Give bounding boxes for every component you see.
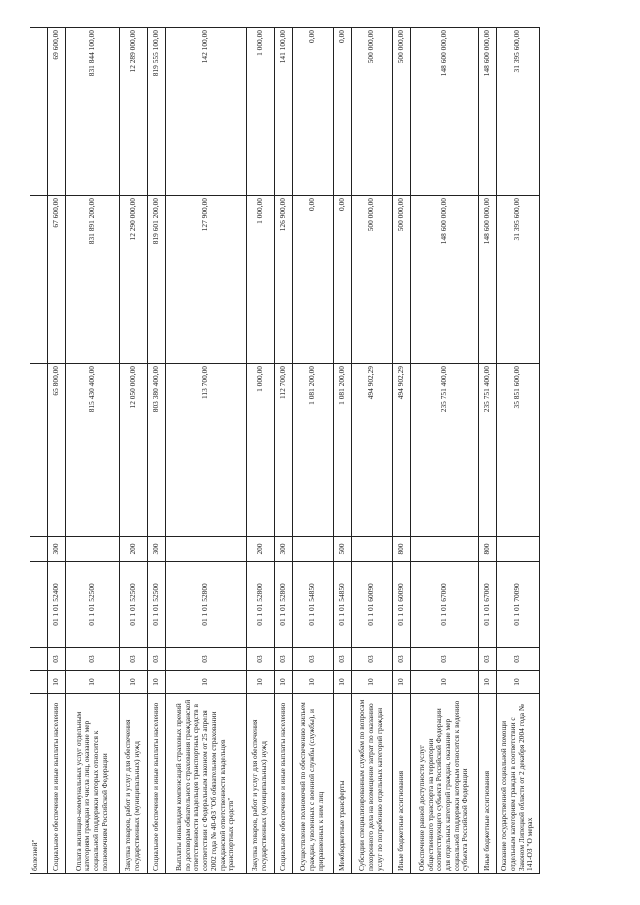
cell-subsection: 03 [274, 648, 292, 671]
cell-amount-year1: 1 000,00 [246, 364, 274, 537]
cell-amount-year2: 148 600 000,00 [478, 196, 496, 364]
cell-name: Выплаты инвалидам компенсаций страховых премий по договорам обязательного страхования гражданской ответственности владельцев транспортных средств в соответствии с Федеральным законом от 25 апреля 2002 года № 40-ФЗ "Об обязательном страховании гражданской ответственности владельцев транспортных средств" [165, 694, 246, 874]
table-row [351, 28, 392, 874]
cell-amount-year2: 0,00 [292, 196, 333, 364]
cell-section: 10 [119, 671, 147, 694]
cell-amount-year3: 69 600,00 [47, 28, 65, 196]
table-row [478, 28, 496, 874]
cell-name: Субсидии специализированным службам по вопросам похоронного дела на возмещение затрат по оказанию услуг по погребению отдельных категорий граждан [351, 694, 392, 874]
cell-target-article: 01 1 01 54850 [333, 562, 351, 648]
cell-section: 10 [165, 671, 246, 694]
table-row-continuation [30, 28, 47, 874]
cell-target-article: 01 1 01 54850 [292, 562, 333, 648]
table-row [333, 28, 351, 874]
cell-subsection: 03 [165, 648, 246, 671]
cell-amount-year2: 819 601 200,00 [147, 196, 165, 364]
cell-subsection: 03 [333, 648, 351, 671]
cell-name: болезней" [30, 694, 47, 874]
cell-amount-year2: 831 891 200,00 [65, 196, 119, 364]
rotated-table-page [30, 28, 600, 874]
table-row [65, 28, 119, 874]
cell-expense-type: 200 [119, 537, 147, 562]
cell-amount-year3: 831 844 100,00 [65, 28, 119, 196]
cell-section: 10 [410, 671, 478, 694]
cell-subsection: 03 [292, 648, 333, 671]
table-row [147, 28, 165, 874]
cell-amount-year3: 12 289 000,00 [119, 28, 147, 196]
cell-amount-year2: 67 600,00 [47, 196, 65, 364]
cell-section: 10 [65, 671, 119, 694]
cell-subsection: 03 [65, 648, 119, 671]
cell-subsection: 03 [410, 648, 478, 671]
cell-target-article: 01 1 01 52500 [65, 562, 119, 648]
cell-subsection: 03 [496, 648, 539, 671]
cell-expense-type [65, 537, 119, 562]
cell-expense-type [351, 537, 392, 562]
cell-amount-year3: 31 395 600,00 [496, 28, 539, 196]
budget-table [30, 27, 540, 874]
cell-target-article: 01 1 01 52500 [147, 562, 165, 648]
cell-name: Закупка товаров, работ и услуг для обеспечения государственных (муниципальных) нужд [246, 694, 274, 874]
cell-amount-year1: 1 081 200,00 [292, 364, 333, 537]
cell-name: Иные бюджетные ассигнования [392, 694, 410, 874]
cell-name: Социальное обеспечение и иные выплаты населению [274, 694, 292, 874]
cell-expense-type: 300 [147, 537, 165, 562]
cell-expense-type [165, 537, 246, 562]
cell-subsection: 03 [119, 648, 147, 671]
cell-subsection: 03 [246, 648, 274, 671]
cell-section: 10 [147, 671, 165, 694]
cell-target-article: 01 1 01 60090 [351, 562, 392, 648]
cell-amount-year2: 500 000,00 [392, 196, 410, 364]
cell-target-article: 01 1 01 60090 [392, 562, 410, 648]
table-row [392, 28, 410, 874]
table-row [119, 28, 147, 874]
cell-amount-year3: 141 100,00 [274, 28, 292, 196]
cell-name: Иные бюджетные ассигнования [478, 694, 496, 874]
cell-expense-type: 800 [392, 537, 410, 562]
cell-subsection: 03 [392, 648, 410, 671]
cell-target-article: 01 1 01 52400 [47, 562, 65, 648]
cell-amount-year3: 148 600 000,00 [478, 28, 496, 196]
cell-amount-year1: 815 430 400,00 [65, 364, 119, 537]
cell-amount-year1: 235 751 400,00 [478, 364, 496, 537]
cell-target-article: 01 1 01 52800 [246, 562, 274, 648]
cell-amount-year1: 65 800,00 [47, 364, 65, 537]
cell-expense-type [410, 537, 478, 562]
table-row [165, 28, 246, 874]
cell-amount-year2: 500 000,00 [351, 196, 392, 364]
cell-name: Социальное обеспечение и иные выплаты населению [47, 694, 65, 874]
table-body [30, 28, 539, 874]
cell-name: Оказание государственной социальной помощи отдельным категориям граждан в соответствии с Законом Липецкой области от 2 декабря 2004 года № 141-ОЗ "О мерах [496, 694, 539, 874]
cell-name: Закупка товаров, работ и услуг для обеспечения государственных (муниципальных) нужд [119, 694, 147, 874]
cell-section: 10 [274, 671, 292, 694]
table-row [274, 28, 292, 874]
cell-target-article: 01 1 01 67000 [478, 562, 496, 648]
cell-amount-year3: 1 000,00 [246, 28, 274, 196]
cell-amount-year1: 494 902,29 [351, 364, 392, 537]
cell-expense-type: 500 [333, 537, 351, 562]
cell-name: Социальное обеспечение и иные выплаты населению [147, 694, 165, 874]
cell-amount-year2: 1 000,00 [246, 196, 274, 364]
cell-name: Оплата жилищно-коммунальных услуг отдельным категориям граждан из числа лиц, оказание мер социальной поддержки которых относится к полномочиям Российской Федерации [65, 694, 119, 874]
cell-amount-year1: 235 751 400,00 [410, 364, 478, 537]
cell-section: 10 [246, 671, 274, 694]
cell-expense-type: 200 [246, 537, 274, 562]
cell-expense-type [292, 537, 333, 562]
cell-target-article: 01 1 01 52800 [274, 562, 292, 648]
cell-name: Межбюджетные трансферты [333, 694, 351, 874]
cell-subsection: 03 [478, 648, 496, 671]
cell-section: 10 [478, 671, 496, 694]
cell-amount-year2: 127 900,00 [165, 196, 246, 364]
cell-target-article: 01 1 01 67000 [410, 562, 478, 648]
table-row [292, 28, 333, 874]
cell-amount-year3: 142 100,00 [165, 28, 246, 196]
cell-section: 10 [292, 671, 333, 694]
cell-target-article: 01 1 01 70090 [496, 562, 539, 648]
table-row [410, 28, 478, 874]
cell-amount-year3: 500 000,00 [392, 28, 410, 196]
cell-amount-year2: 0,00 [333, 196, 351, 364]
cell-section: 10 [392, 671, 410, 694]
table-row [496, 28, 539, 874]
cell-amount-year2: 31 395 600,00 [496, 196, 539, 364]
cell-name: Обеспечение равной доступности услуг общественного транспорта на территории соответствующего субъекта Российской Федерации для отдельных категорий граждан, оказание мер социальной поддержки которым относится к ведению субъекта Российской Федерации [410, 694, 478, 874]
cell-expense-type: 800 [478, 537, 496, 562]
cell-amount-year1: 35 851 600,00 [496, 364, 539, 537]
cell-section: 10 [47, 671, 65, 694]
cell-section: 10 [333, 671, 351, 694]
cell-section: 10 [351, 671, 392, 694]
cell-expense-type: 300 [47, 537, 65, 562]
cell-target-article: 01 1 01 52500 [119, 562, 147, 648]
table-row [47, 28, 65, 874]
cell-subsection: 03 [47, 648, 65, 671]
cell-amount-year3: 0,00 [333, 28, 351, 196]
cell-amount-year2: 12 290 000,00 [119, 196, 147, 364]
cell-amount-year3: 148 600 000,00 [410, 28, 478, 196]
cell-section: 10 [496, 671, 539, 694]
cell-amount-year1: 112 700,00 [274, 364, 292, 537]
cell-amount-year1: 1 081 200,00 [333, 364, 351, 537]
cell-amount-year1: 12 050 000,00 [119, 364, 147, 537]
cell-amount-year1: 494 902,29 [392, 364, 410, 537]
cell-amount-year3: 500 000,00 [351, 28, 392, 196]
cell-amount-year2: 148 600 000,00 [410, 196, 478, 364]
cell-amount-year2: 126 900,00 [274, 196, 292, 364]
cell-subsection: 03 [147, 648, 165, 671]
cell-name: Осуществление полномочий по обеспечению жильем граждан, уволенных с военной службы (службы), и приравненных к ним лиц [292, 694, 333, 874]
cell-amount-year3: 819 555 100,00 [147, 28, 165, 196]
cell-amount-year1: 113 700,00 [165, 364, 246, 537]
cell-amount-year1: 803 380 400,00 [147, 364, 165, 537]
cell-expense-type: 300 [274, 537, 292, 562]
table-row [246, 28, 274, 874]
cell-expense-type [496, 537, 539, 562]
cell-subsection: 03 [351, 648, 392, 671]
cell-target-article: 01 1 01 52800 [165, 562, 246, 648]
cell-amount-year3: 0,00 [292, 28, 333, 196]
